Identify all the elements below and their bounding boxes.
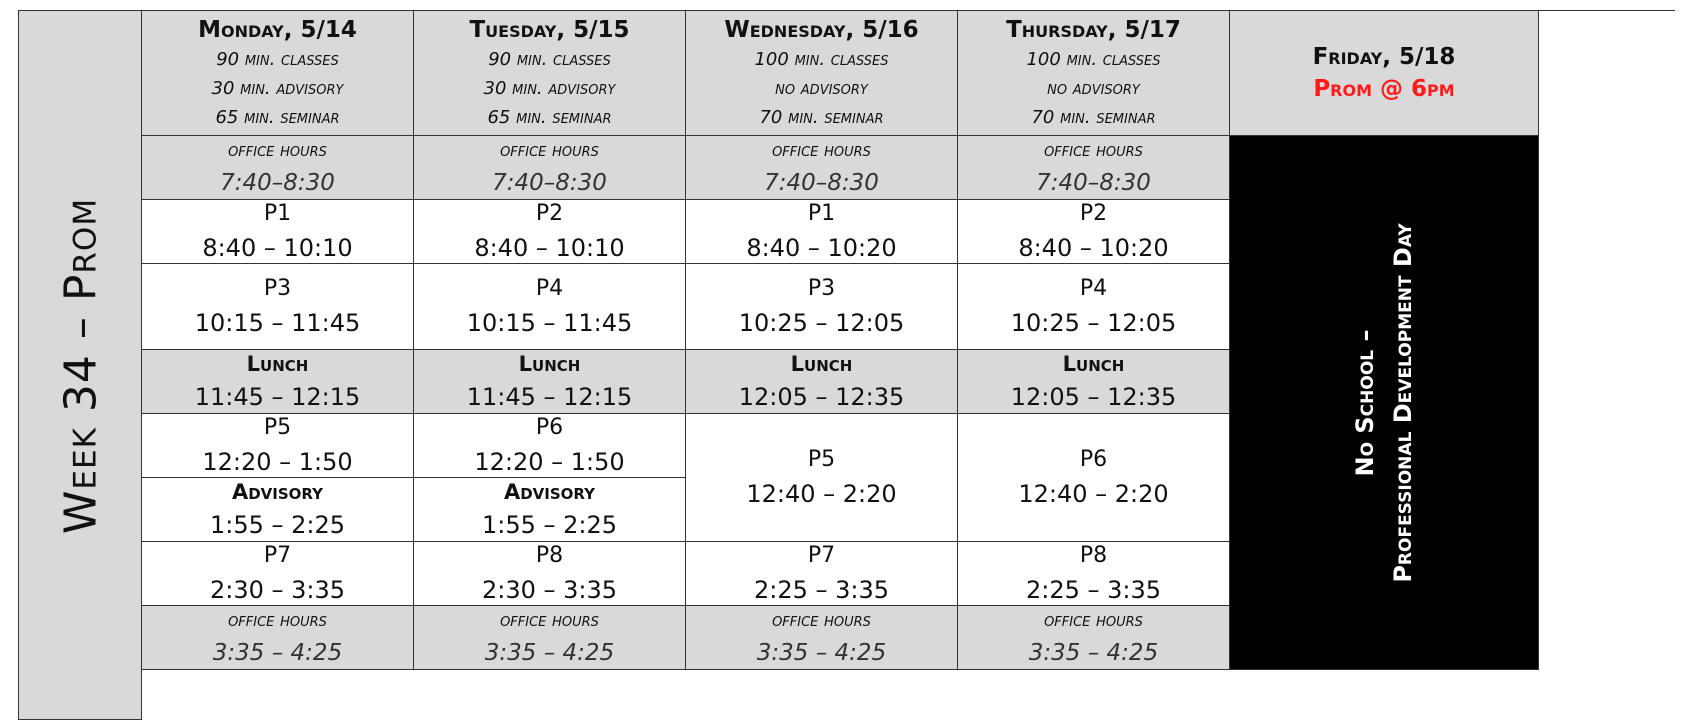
day-classes: 90 min. classes [488,48,611,70]
header-wednesday [686,11,958,136]
period-time: 12:20 – 1:50 [202,447,353,476]
office-hours-time: 7:40–8:30 [1036,169,1151,196]
period-time: 10:15 – 11:45 [194,308,361,337]
period-label: P6 [535,414,564,440]
period-cell [142,200,414,264]
office-hours-pm-tuesday [414,606,686,670]
day-advisory: 30 min. advisory [211,77,344,99]
period-cell [686,414,958,542]
period-time: 8:40 – 10:10 [474,233,625,262]
lunch-label: Lunch [1062,351,1125,376]
period-cell [958,200,1230,264]
pd-day-line: Professional Development Day [1389,222,1417,583]
period-cell [686,542,958,606]
office-hours-time: 3:35 – 4:25 [1028,639,1159,666]
advisory-label: Advisory [503,479,596,504]
period-label: P2 [535,200,564,226]
lunch-label: Lunch [246,351,309,376]
office-hours-time: 7:40–8:30 [764,169,879,196]
period-time: 8:40 – 10:20 [1018,233,1169,262]
period-label: P1 [807,200,836,226]
office-hours-pm-wednesday [686,606,958,670]
lunch-time: 12:05 – 12:35 [1010,382,1177,411]
day-seminar: 65 min. seminar [215,106,340,128]
lunch-cell [142,350,414,414]
period-cell [142,542,414,606]
period-label: P6 [1079,446,1108,472]
period-label: P2 [1079,200,1108,226]
day-title: Tuesday, 5/15 [469,16,630,43]
office-hours-time: 3:35 – 4:25 [484,639,615,666]
day-advisory: no advisory [1047,77,1140,99]
period-time: 10:25 – 12:05 [738,308,905,337]
period-time: 8:40 – 10:20 [746,233,897,262]
period-label: P7 [807,542,836,568]
header-monday [142,11,414,136]
lunch-time: 11:45 – 12:15 [194,382,361,411]
day-title: Wednesday, 5/16 [724,16,919,43]
period-time: 10:15 – 11:45 [466,308,633,337]
office-hours-am-monday [142,136,414,200]
period-time: 2:25 – 3:35 [1025,575,1162,604]
office-hours-time: 7:40–8:30 [492,169,607,196]
office-hours-pm-thursday [958,606,1230,670]
period-cell [414,542,686,606]
period-time: 2:30 – 3:35 [481,575,618,604]
period-label: P4 [1079,275,1108,301]
week-label: Week 34 – Prom [55,197,107,535]
friday-no-school-block [1230,136,1539,670]
office-hours-label: office hours [1044,609,1143,631]
office-hours-label: office hours [772,139,871,161]
period-cell [142,414,414,478]
period-time: 10:25 – 12:05 [1010,308,1177,337]
period-cell [958,542,1230,606]
lunch-time: 11:45 – 12:15 [466,382,633,411]
day-title: Thursday, 5/17 [1006,16,1181,43]
period-label: P8 [535,542,564,568]
day-seminar: 70 min. seminar [759,106,884,128]
lunch-cell [414,350,686,414]
schedule-table [18,10,1675,720]
day-advisory: no advisory [775,77,868,99]
office-hours-am-thursday [958,136,1230,200]
day-title: Monday, 5/14 [198,16,357,43]
period-cell [686,200,958,264]
period-label: P3 [807,275,836,301]
period-label: P3 [263,275,292,301]
advisory-label: Advisory [231,479,324,504]
lunch-time: 12:05 – 12:35 [738,382,905,411]
period-time: 12:40 – 2:20 [1018,479,1169,508]
lunch-cell [686,350,958,414]
period-label: P4 [535,275,564,301]
period-time: 12:20 – 1:50 [474,447,625,476]
period-cell [958,264,1230,350]
period-cell [414,200,686,264]
office-hours-pm-monday [142,606,414,670]
advisory-cell [142,478,414,542]
period-cell [414,264,686,350]
no-school-notice [1346,223,1422,582]
advisory-cell [414,478,686,542]
office-hours-label: office hours [772,609,871,631]
period-cell [142,264,414,350]
lunch-label: Lunch [790,351,853,376]
day-advisory: 30 min. advisory [483,77,616,99]
period-label: P5 [263,414,292,440]
office-hours-label: office hours [228,139,327,161]
header-friday [1230,11,1539,136]
office-hours-am-wednesday [686,136,958,200]
office-hours-label: office hours [500,609,599,631]
office-hours-label: office hours [228,609,327,631]
week-label-cell [18,10,142,720]
office-hours-time: 3:35 – 4:25 [756,639,887,666]
period-cell [958,414,1230,542]
lunch-label: Lunch [518,351,581,376]
period-cell [414,414,686,478]
period-time: 12:40 – 2:20 [746,479,897,508]
advisory-time: 1:55 – 2:25 [209,510,346,539]
period-time: 2:30 – 3:35 [209,575,346,604]
no-school-line: No School – [1351,329,1379,476]
header-thursday [958,11,1230,136]
office-hours-label: office hours [1044,139,1143,161]
advisory-time: 1:55 – 2:25 [481,510,618,539]
day-classes: 100 min. classes [1026,48,1161,70]
day-classes: 100 min. classes [754,48,889,70]
period-time: 8:40 – 10:10 [202,233,353,262]
office-hours-am-tuesday [414,136,686,200]
period-label: P1 [263,200,292,226]
office-hours-time: 7:40–8:30 [220,169,335,196]
office-hours-time: 3:35 – 4:25 [212,639,343,666]
day-seminar: 70 min. seminar [1031,106,1156,128]
day-title: Friday, 5/18 [1312,44,1456,70]
office-hours-label: office hours [500,139,599,161]
header-tuesday [414,11,686,136]
period-cell [686,264,958,350]
day-seminar: 65 min. seminar [487,106,612,128]
period-time: 2:25 – 3:35 [753,575,890,604]
period-label: P7 [263,542,292,568]
prom-note: Prom @ 6pm [1313,76,1455,102]
period-label: P8 [1079,542,1108,568]
day-classes: 90 min. classes [216,48,339,70]
period-label: P5 [807,446,836,472]
lunch-cell [958,350,1230,414]
